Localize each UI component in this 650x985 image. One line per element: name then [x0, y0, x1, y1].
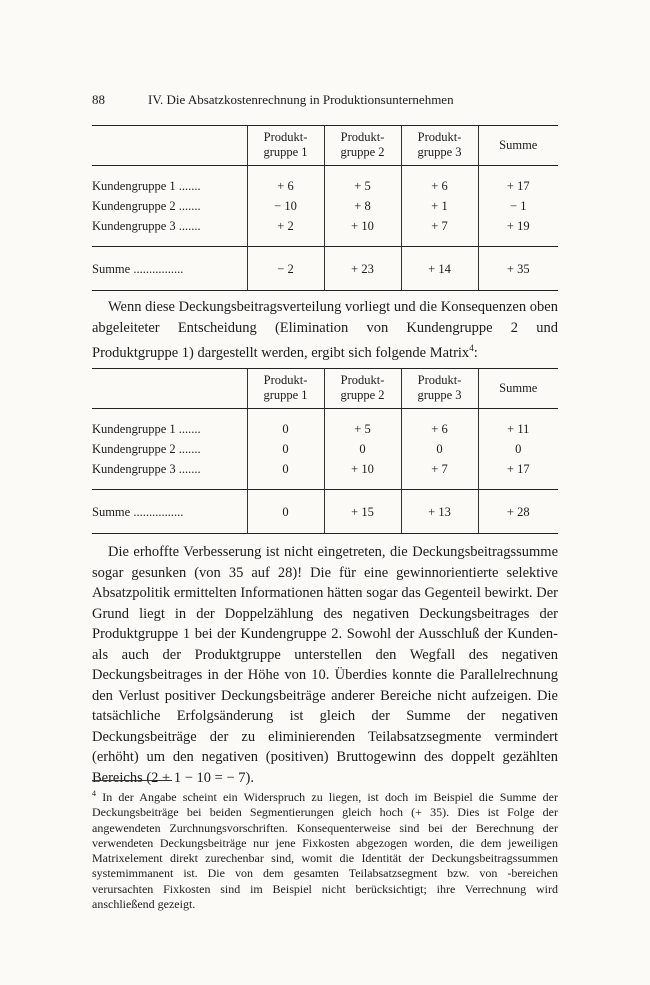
- table-cell: 0: [401, 439, 478, 459]
- table-row: [92, 166, 558, 197]
- body-paragraph: Die erhoffte Verbesserung ist nicht eingetreten, die Deckungsbeitragssumme sogar gesunken (von 35 auf 28)! Die für eine gewinnorientierte selektive Absatzpolitik ermittelten Informationen hätten sogar das Gegenteil bewirkt. Der Grund liegt in der Doppelzählung des negativen Deckungsbeitrages der Produktgruppe 1 bei der Kundengruppe 2. Sowohl der Ausschluß der Kunden- als auch der Produktgruppe unterstellen den Wegfall des negativen Deckungsbeitrages in der Höhe von 10. Überdies konnte die Parallelrechnung den Verlust positiver Deckungsbeiträge anderer Bereiche nicht aufzeigen. Die tatsächliche Erfolgsänderung ist gleich der Summe der negativen Deckungsbeiträge der zu eliminierenden Teilabsatzsegmente vermindert (erhöht) um den negativen (positiven) Bruttogewinn des doppelt gezählten Bereichs (2 + 1 − 10 = − 7).: [92, 544, 558, 786]
- column-header: Produkt- gruppe 2: [324, 369, 401, 409]
- corner-cell: [92, 126, 247, 166]
- row-label: Kundengruppe 3 .......: [92, 462, 201, 476]
- contribution-matrix-after: [92, 368, 558, 534]
- footnote-divider: [92, 780, 172, 781]
- row-label: Kundengruppe 2 .......: [92, 199, 201, 213]
- corner-cell: [92, 369, 247, 409]
- running-title: IV. Die Absatzkostenrechnung in Produktionsunternehmen: [148, 92, 454, 107]
- table-cell: + 14: [401, 247, 478, 291]
- column-header: Summe: [478, 126, 558, 166]
- table-cell: + 10: [324, 216, 401, 247]
- table-cell: − 2: [247, 247, 324, 291]
- table-row: [92, 216, 558, 247]
- table-header-row: [92, 369, 558, 409]
- table-cell: − 10: [247, 196, 324, 216]
- table-cell: + 17: [478, 459, 558, 490]
- table-cell: + 1: [401, 196, 478, 216]
- table-cell: 0: [247, 439, 324, 459]
- column-header: Produkt- gruppe 1: [247, 126, 324, 166]
- table-cell: + 28: [478, 490, 558, 534]
- sum-row: [92, 490, 558, 534]
- table-cell: + 10: [324, 459, 401, 490]
- row-label: Summe ................: [92, 247, 247, 291]
- table-cell: + 13: [401, 490, 478, 534]
- table-cell: 0: [478, 439, 558, 459]
- table-row: [92, 409, 558, 440]
- table-cell: 0: [247, 409, 324, 440]
- row-label: Kundengruppe 2 .......: [92, 442, 201, 456]
- table-cell: + 19: [478, 216, 558, 247]
- table-cell: 0: [247, 459, 324, 490]
- table-row: [92, 196, 558, 216]
- table-row: [92, 459, 558, 490]
- table-cell: + 8: [324, 196, 401, 216]
- table-cell: + 35: [478, 247, 558, 291]
- table-cell: + 5: [324, 166, 401, 197]
- row-label: Kundengruppe 1 .......: [92, 422, 201, 436]
- table-cell: − 1: [478, 196, 558, 216]
- sum-row: [92, 247, 558, 291]
- column-header: Produkt- gruppe 3: [401, 369, 478, 409]
- footnote-marker: 4: [92, 789, 96, 798]
- table-cell: + 6: [401, 409, 478, 440]
- table-cell: 0: [324, 439, 401, 459]
- table-cell: + 15: [324, 490, 401, 534]
- table-cell: + 23: [324, 247, 401, 291]
- footnote: $^4$ In der Angabe scheint ein Widerspruch zu liegen, ist doch im Beispiel die Summe der Deckungsbeiträge bei beiden Segmentierungen gleich hoch (+ 35). Dies ist Folge der angewendeten Zurchnungsvorschriften. Konsequenterweise sind bei der Berechnung der verwendeten Deckungsbeiträge nur jene Fixkosten abgezogen worden, die dem jeweiligen Matrixelement direkt zurechenbar sind, womit die Identität der Deckungsbeitragssummen systemimmanent ist. Die von dem gesamten Teilabsatzsegment bzw. von -bereichen verursachten Fixkosten sind im Beispiel nicht berücksichtigt; ihre Verrechnung wird anschließend gezeigt.: [92, 789, 558, 912]
- page-number: 88: [92, 92, 105, 107]
- table-cell: + 2: [247, 216, 324, 247]
- table-cell: + 11: [478, 409, 558, 440]
- table-header-row: [92, 126, 558, 166]
- table-cell: + 6: [247, 166, 324, 197]
- column-header: Produkt- gruppe 3: [401, 126, 478, 166]
- column-header: Summe: [478, 369, 558, 409]
- table-cell: + 17: [478, 166, 558, 197]
- row-label: Kundengruppe 1 .......: [92, 179, 201, 193]
- table-row: [92, 439, 558, 459]
- table-cell: 0: [247, 490, 324, 534]
- column-header: Produkt- gruppe 1: [247, 369, 324, 409]
- body-paragraph: Wenn diese Deckungsbeitragsverteilung vorliegt und die Konsequenzen oben abgeleiteter Entscheidung (Elimination von Kundengruppe 2 und Produktgruppe 1) dargestellt werden, ergibt sich folgende Matrix$^4$:: [92, 299, 558, 361]
- table-cell: + 6: [401, 166, 478, 197]
- table-cell: + 7: [401, 459, 478, 490]
- table-cell: + 7: [401, 216, 478, 247]
- column-header: Produkt- gruppe 2: [324, 126, 401, 166]
- row-label: Kundengruppe 3 .......: [92, 219, 201, 233]
- footnote-ref: 4: [469, 343, 474, 353]
- row-label: Summe ................: [92, 490, 247, 534]
- table-cell: + 5: [324, 409, 401, 440]
- contribution-matrix-before: [92, 125, 558, 291]
